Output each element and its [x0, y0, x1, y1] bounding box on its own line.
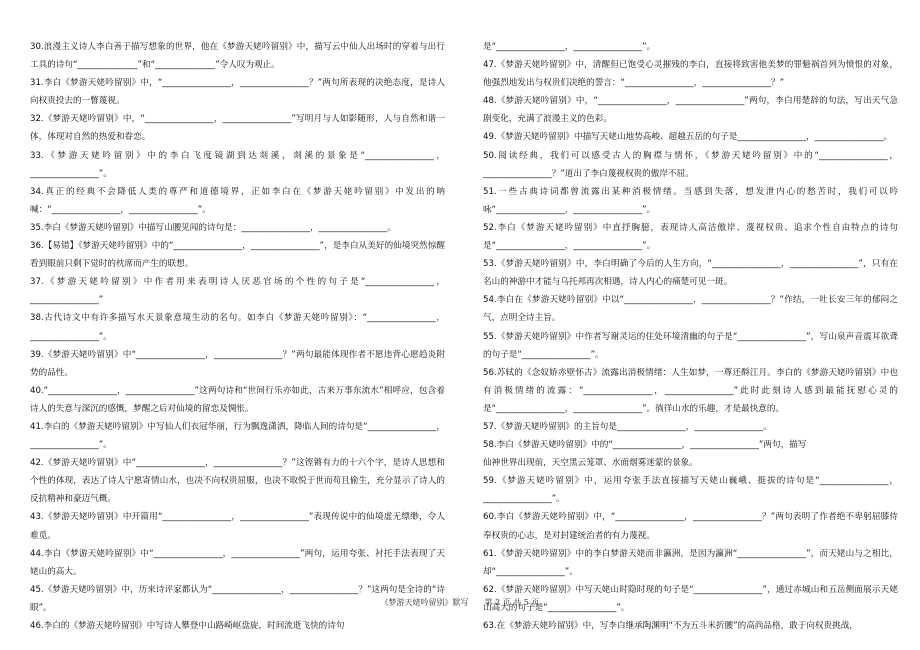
- page-footer: 《梦游天姥吟留别》默写 第 2 页 共 5 页: [380, 598, 540, 607]
- question-item: 49.《梦游天姥吟留别》中描写天姥山地势高峻、超越五岳的句子是________________，________________。: [483, 132, 892, 143]
- question-item: 45.《梦游天姥吟留别》中，历来诗评家都认为“________________，________________？”这两句是全诗的“诗眼”。: [30, 584, 445, 613]
- question-item: 41.李白的《梦游天姥吟留别》中写仙人们衣冠华丽，行为飘逸潇洒，降临人间的诗句是“________________，________________”。: [30, 421, 445, 451]
- question-item: 46.李白的《梦游天姥吟留别》中写诗人攀登中山路崎岖盘旋，时间流逝飞快的诗句: [30, 621, 345, 631]
- question-item: 56.苏轼的《念奴娇赤壁怀古》流露出消极情绪：人生如梦，一尊还酹江月。李白的《梦游天姥吟留别》中也有消极情绪的流露：“________________，________________”此时此刻诗人感到最能抚慰心灵的是“________________，________________”。徜徉山水的乐趣，才是最快意的。: [483, 367, 898, 414]
- question-item: 55.《梦游天姥吟留别》中作者写谢灵运的住处环境清幽的句子是“________________”，写山泉声音震耳欲聋的句子是“________________”。: [483, 331, 898, 360]
- question-item: 50.阅读经典，我们可以感受古人的胸襟与情怀，《梦游天姥吟留别》中的“________________，________________？”道出了李白蔑视权贵的傲岸不屈。: [483, 150, 898, 179]
- question-item: 是“________________，________________”。: [483, 42, 656, 52]
- question-item: 34.真正的经典不会降低人类的尊严和道德境界，正如李白在《梦游天姥吟留别》中发出的呐喊：“________________，________________”。: [30, 186, 445, 215]
- question-item: 52.李白《梦游天姥吟留别》中直抒胸臆，表现诗人高洁傲岸、蔑视权贵、追求个性自由特点的诗句是“________________，________________”。: [483, 222, 898, 252]
- question-item: 51.一些古典诗词都曾流露出某种消极情绪。当感到失落，想发泄内心的愁苦时，我们可以吟咏“________________，________________”。: [483, 186, 898, 215]
- question-item: 32.《梦游天姥吟留别》中，“________________，________________”写明月与人如影随形，人与自然和谐一体，体现对自然的热爱和眷恋。: [30, 114, 445, 143]
- question-item: 38.古代诗文中有许多描写水天景象意境生动的名句。如李白《梦游天姥吟留别》：“________________，________________”。: [30, 313, 445, 342]
- question-item: 57.《梦游天姥吟留别》的主旨句是________________，________________。: [483, 421, 772, 432]
- question-item: 仙神世界出现前，天空黑云笼罩、水面烟雾迷蒙的景象。: [483, 458, 698, 469]
- question-item: 58.李白《梦游天姥吟留别》中的“________________，________________”两句，描写: [483, 440, 807, 451]
- question-item: 35.李白《梦游天姥吟留别》中描写山腰见闻的诗句是：________________，________________。: [30, 222, 397, 233]
- question-item: 63.在《梦游天姥吟留别》中，写李白继承陶渊明“不为五斗米折腰”的高尚品格，敢于向权贵挑战，: [483, 621, 858, 631]
- question-item: 33.《梦游天姥吟留别》中的李白飞度镜湖到达剡溪，剡溪的景象是“________________，________________”。: [30, 150, 445, 179]
- question-item: 39.《梦游天姥吟留别》中“________________，________________？”两句最能体现作者不愿违背心愿趋炎附势的品性。: [30, 349, 445, 378]
- question-item: 60.李白《梦游天姥吟留别》中，“________________，________________？”两句表明了作者绝不卑躬屈膝侍奉权贵的心志，是对封建统治者的有力蔑视。: [483, 512, 898, 541]
- question-item: 40.“________________，________________”这两句诗和“世间行乐亦如此，古来万事东流水”相呼应，包含着诗人的失意与深沉的感慨，梦醒之后对仙境的留恋及惆怅。: [30, 385, 445, 414]
- question-item: 31.李白《梦游天姥吟留别》中，“________________，________________？”两句所表现的决绝态度，是诗人向权贵投去的一瞥蔑视。: [30, 78, 445, 107]
- question-item: 62.《梦游天姥吟留别》中写天姥山时隐时现的句子是“________________”，通过赤城山和五岳侧面展示天姥山高大的句子是“________________”。: [483, 584, 898, 613]
- question-item: 36.【易错】《梦游天姥吟留别》中的“________________，________________”，是李白从美好的仙境突然惊醒看到眼前只剩下觉时的枕席而产生的联想。: [30, 241, 445, 270]
- question-item: 61.《梦游天姥吟留别》中的李白梦游天姥而非瀛洲，是因为瀛洲“________________”，而天姥山与之相比，却“________________”。: [483, 548, 898, 577]
- question-item: 59.《梦游天姥吟留别》中，运用夸张手法直接描写天姥山巍峨、挺拔的诗句是“________________，________________”。: [483, 476, 898, 505]
- question-item: 43.《梦游天姥吟留别》中开篇用“________________，________________”表现传说中的仙境虚无缥缈，令人难觅。: [30, 512, 445, 541]
- question-item: 54.李白在《梦游天姥吟留别》中以“________________，________________？”作结，一吐长安三年的郁闷之气，点明全诗主旨。: [483, 295, 898, 324]
- question-item: 53.《梦游天姥吟留别》中，李白明确了今后的人生方向，“________________，________________”，只有在名山的神游中才能与乌托邦再次相遇，诗人内心的痛楚可见一斑。: [483, 259, 898, 288]
- question-item: 37.《梦游天姥吟留别》中作者用来表明诗人厌恶官场的个性的句子是“________________，________________”: [30, 277, 445, 306]
- left-column: [30, 38, 445, 635]
- question-item: 30.浪漫主义诗人李白善于描写想象的世界，他在《梦游天姥吟留别》中，描写云中仙人出场时的穿着与出行工具的诗句“______________”和“______________”令人叹为观止。: [30, 42, 445, 71]
- question-item: 44.李白《梦游天姥吟留别》中“________________，________________”两句，运用夸张、衬托手法表现了天姥山的高大。: [30, 548, 445, 577]
- question-item: 47.《梦游天姥吟留别》中，清醒但已饱受心灵摧残的李白，直接将致害他美梦的罪魁祸首列为愤恨的对象，他强烈地发出与权贵们决绝的誓言：“________________，________________？”: [483, 60, 898, 89]
- question-item: 48.《梦游天姥吟留别》中，“________________，________________”两句，李白用楚辞的句法，写出天气急剧变化，充满了浪漫主义的色彩。: [483, 96, 898, 125]
- question-item: 42.《梦游天姥吟留别》中“________________，________________？”这铿锵有力的十六个字，是诗人思想和个性的体现，表达了诗人宁愿寄情山水，也决不向权贵屈服，也决不取悦于世而苟且偷生，充分显示了诗人的反抗精神和豪迈气概。: [30, 458, 445, 505]
- right-column: [483, 38, 898, 635]
